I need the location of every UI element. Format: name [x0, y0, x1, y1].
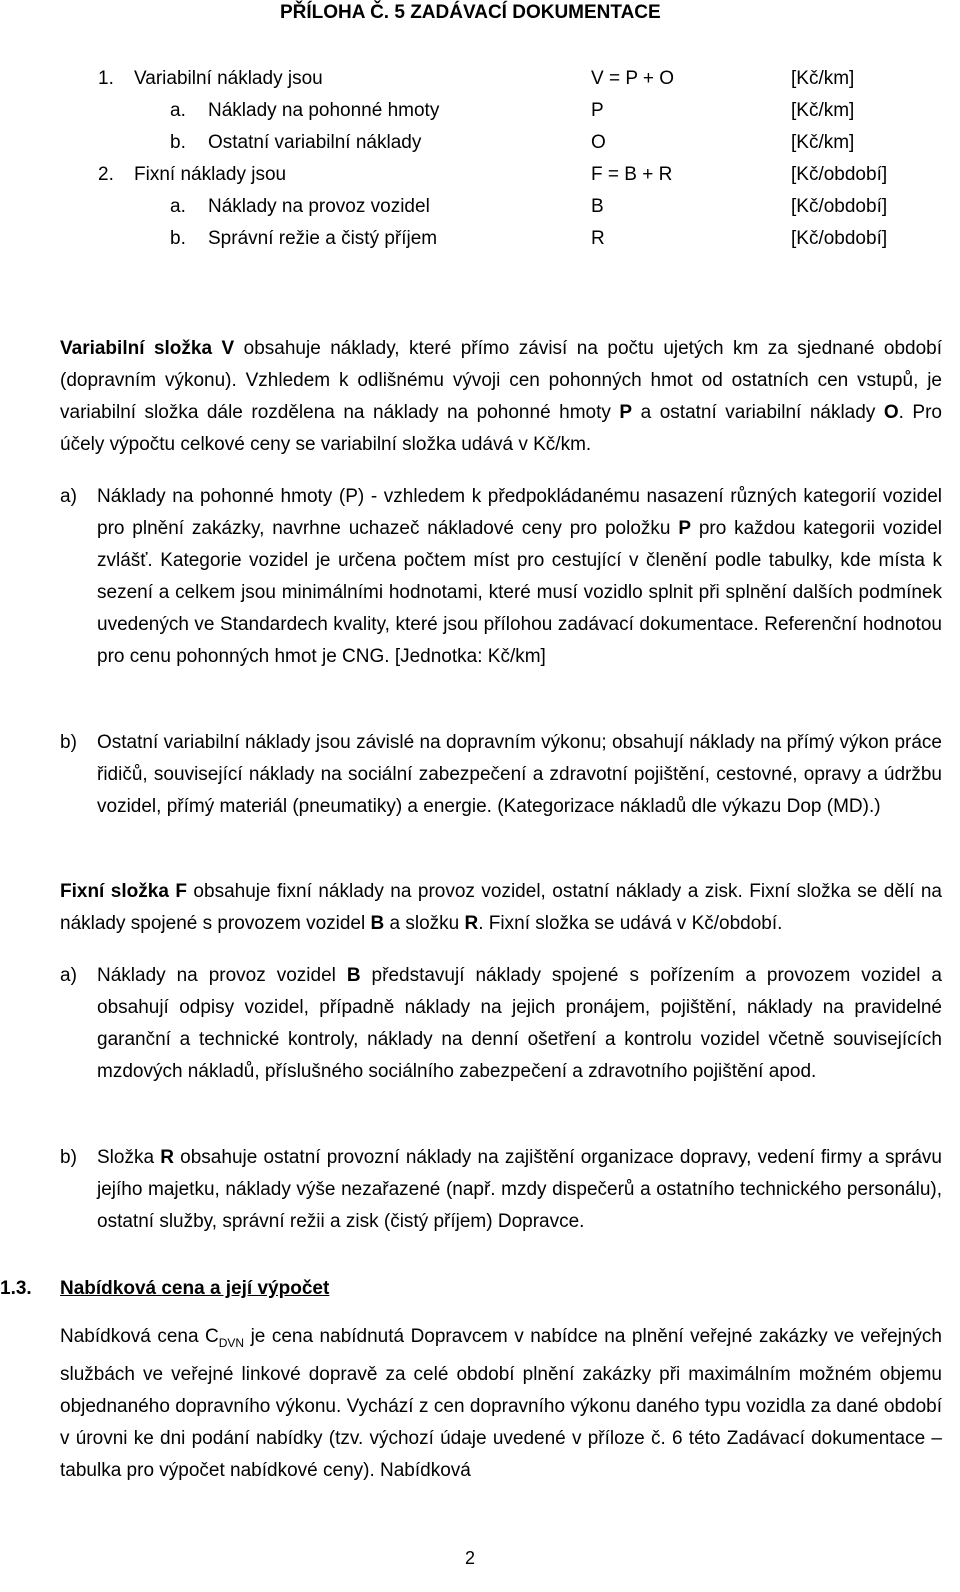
paragraph-text: je cena nabídnutá Dopravcem v nabídce na plnění veřejné zakázky ve veřejných službách ve veřejné linkové dopravě za celé období plnění zakázky při maximálním možném objemu objednaného dopravního výkonu. Vychází z cen dopravního výkonu daného typu vozidla za dané období v úrovni ke dni podání nabídky (tzv. výchozí údaje uvedené v příloze č. 6 této Zadávací dokumentace – tabulka pro výpočet nabídkové ceny). Nabídková	[60, 1326, 942, 1481]
symbol-o: O	[883, 402, 899, 423]
cost-unit: [Kč/období]	[791, 228, 888, 249]
price-subscript: DVN	[218, 1335, 245, 1350]
list-item-text: představují náklady spojené s pořízením a provozem vozidel a obsahují odpisy vozidel, případně náklady na jejich pronájem, pojištění, náklady na pravidelné garanční a technické kontroly, náklady na denní ošetření a kontrolu vozidel včetně souvisejících mzdových nákladů, příslušného sociálního zabezpečení a zdravotního pojištění apod.	[97, 965, 942, 1082]
list-item-text: pro každou kategorii vozidel zvlášť. Kategorie vozidel je určena počtem míst pro cestující v členění podle tabulky, kde místa k sezení a celkem jsou minimálními hodnotami, které musí vozidlo splnit při splnění dalších podmínek uvedených ve Standardech kvality, které jsou přílohou zadávací dokumentace. Referenční hodnotou pro cenu pohonných hmot je CNG. [Jednotka: Kč/km]	[97, 518, 942, 667]
cost-sub-number: b.	[170, 132, 186, 153]
cost-unit: [Kč/období]	[791, 164, 888, 185]
cost-row	[0, 228, 960, 260]
cost-row	[0, 164, 960, 196]
cost-formula: B	[591, 196, 604, 217]
cost-row	[0, 132, 960, 164]
list-item-text: Náklady na pohonné hmoty (P) - vzhledem k předpokládanému nasazení různých kategorií vozidel pro plnění zakázky, navrhne uchazeč nákladové ceny pro položku	[97, 486, 942, 539]
list-item	[60, 960, 942, 1088]
cost-row	[0, 68, 960, 100]
symbol-b: B	[370, 913, 385, 934]
cost-formula: F = B + R	[591, 164, 673, 185]
cost-number: 2.	[98, 164, 114, 185]
paragraph-text: obsahuje fixní náklady na provoz vozidel, ostatní náklady a zisk. Fixní složka se dělí na náklady spojené s provozem vozidel	[60, 881, 942, 934]
list-item-text: Náklady na provoz vozidel	[97, 965, 347, 986]
paragraph-text: obsahuje náklady, které přímo závisí na počtu ujetých km za sjednané období (dopravním výkonu). Vzhledem k odlišnému vývoji cen pohonných hmot od ostatních cen vstupů, je variabilní složka dále rozdělena na náklady na pohonné hmoty	[60, 338, 942, 423]
cost-unit: [Kč/období]	[791, 196, 888, 217]
list-item-marker: a)	[60, 486, 77, 507]
cost-formula: V = P + O	[591, 68, 675, 89]
symbol-p: P	[619, 402, 633, 423]
page-title: PŘÍLOHA Č. 5 ZADÁVACÍ DOKUMENTACE	[280, 2, 661, 23]
cost-label: Variabilní náklady jsou	[134, 68, 323, 89]
page-number: 2	[464, 1548, 475, 1568]
list-item	[60, 727, 942, 823]
cost-formula: R	[591, 228, 605, 249]
list-item-text: obsahuje ostatní provozní náklady na zajištění organizace dopravy, vedení firmy a správu jejího majetku, náklady výše nezařazené (např. mzdy dispečerů a ostatního technického personálu), ostatní služby, správní režii a zisk (čistý příjem) Dopravce.	[97, 1147, 942, 1232]
cost-sub-number: b.	[170, 228, 186, 249]
cost-label: Správní režie a čistý příjem	[208, 228, 438, 249]
cost-row	[0, 100, 960, 132]
cost-formula: O	[591, 132, 606, 153]
list-item	[60, 481, 942, 673]
cost-unit: [Kč/km]	[791, 132, 855, 153]
cost-sub-number: a.	[170, 100, 186, 121]
list-item-marker: b)	[60, 732, 77, 753]
paragraph-text: a složku	[384, 913, 465, 934]
paragraph-text: . Fixní složka se udává v Kč/období.	[478, 913, 783, 934]
symbol-b: B	[346, 965, 361, 986]
list-item-marker: a)	[60, 965, 77, 986]
paragraph-text: a ostatní variabilní náklady	[632, 402, 884, 423]
section-title: Nabídková cena a její výpočet	[60, 1278, 330, 1299]
cost-label: Fixní náklady jsou	[134, 164, 287, 185]
cost-unit: [Kč/km]	[791, 100, 855, 121]
cost-sub-number: a.	[170, 196, 186, 217]
paragraph-text: Nabídková cena C	[60, 1326, 219, 1347]
section-number: 1.3.	[0, 1278, 32, 1299]
cost-formula-list	[0, 68, 960, 260]
variable-component-paragraph	[60, 333, 942, 461]
paragraph-text: . Pro účely výpočtu celkové ceny se variabilní složka udává v Kč/km.	[60, 402, 942, 455]
list-item-marker: b)	[60, 1147, 77, 1168]
cost-label: Ostatní variabilní náklady	[208, 132, 422, 153]
symbol-r: R	[160, 1147, 174, 1168]
variable-component-lead: Variabilní složka V	[60, 338, 235, 359]
list-item-text: Ostatní variabilní náklady jsou závislé na dopravním výkonu; obsahují náklady na přímý výkon práce řidičů, související náklady na sociální zabezpečení a zdravotní pojištění, cestovné, opravy a údržbu vozidel, přímý materiál (pneumatiky) a energie. (Kategorizace nákladů dle výkazu Dop (MD).)	[97, 732, 942, 817]
list-item-text: Složka	[97, 1147, 161, 1168]
symbol-p: P	[678, 518, 691, 539]
cost-label: Náklady na pohonné hmoty	[208, 100, 440, 121]
cost-number: 1.	[98, 68, 114, 89]
list-item	[60, 1142, 942, 1238]
cost-label: Náklady na provoz vozidel	[208, 196, 430, 217]
fixed-component-paragraph	[60, 876, 942, 940]
cost-row	[0, 196, 960, 228]
cost-formula: P	[591, 100, 604, 121]
offer-price-paragraph	[60, 1321, 942, 1487]
fixed-component-lead: Fixní složka F	[60, 881, 187, 902]
symbol-r: R	[464, 913, 479, 934]
cost-unit: [Kč/km]	[791, 68, 855, 89]
